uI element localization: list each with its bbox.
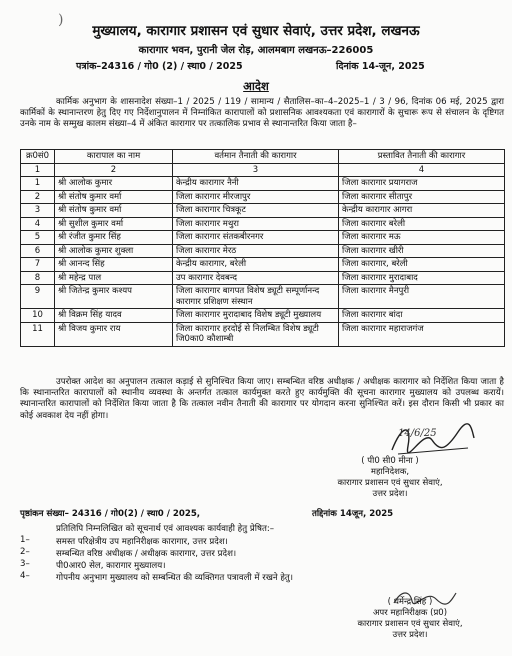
signatory-designation: महानिदेशक, [370,467,410,477]
table-row [21,244,505,258]
table-row [21,217,505,231]
cell-current: जिला कारागार हरदोई से निलम्बित विशेष ड्यूटी जि0का0 कौशाम्बी [173,322,339,346]
table-row [21,177,505,191]
cell-name: श्री विजय कुमार राय [55,322,173,346]
cell-name: श्री आलोक कुमार शुक्ला [55,244,173,258]
endorsement-ref: पृष्ठांकन संख्या– 24316 / गो0(2) / स्था0 / 2025, [20,509,201,519]
header-address: कारागार भवन, पुरानी जेल रोड़, आलमबाग लखनऊ–226005 [138,45,374,56]
col-number: 2 [55,163,173,177]
cell-proposed: जिला कारागार प्रयागराज [339,177,505,191]
header-proposed-posting: प्रस्तावित तैनाती की कारागार [339,150,505,164]
ref-date: दिनांक 14-जून, 2025 [336,61,425,72]
cell-proposed: केन्द्रीय कारागार आगरा [339,204,505,218]
endorsement-item-number: 4– [20,571,30,581]
header-serial: क्र0सं0 [21,150,55,164]
header-name: कारापाल का नाम [55,150,173,164]
header-title: मुख्यालय, कारागार प्रशासन एवं सुधार सेवाएं, उत्तर प्रदेश, लखनऊ [92,23,420,39]
cell-serial: 5 [21,231,55,245]
cell-proposed: जिला कारागार खीरी [339,244,505,258]
cell-serial: 11 [21,322,55,346]
endorsement-item-text: पी0आर0 सेल, कारागार मुख्यालय। [56,561,166,571]
order-title: आदेश [243,79,269,93]
cell-current: केन्द्रीय कारागार नैनी [173,177,339,191]
cell-current: उप कारागार देवबन्द [173,271,339,285]
signatory2-state: उत्तर प्रदेश। [392,630,428,640]
endorsement-intro: प्रतिलिपि निम्नलिखित को सूचनार्थ एवं आवश्यक कार्यवाही हेतु प्रेषित:– [56,524,275,534]
table-row [21,309,505,323]
cell-name: श्री जितेन्द्र कुमार कश्यप [55,285,173,309]
table-row [21,285,505,309]
cell-current: जिला कारागार मीरजापुर [173,190,339,204]
table-row [21,204,505,218]
cell-proposed: जिला कारागार बांदा [339,309,505,323]
cell-name: श्री आलोक कुमार [55,177,173,191]
endorsement-item-text: सम्बन्धित वरिष्ठ अधीक्षक / अधीक्षक कारागार, उत्तर प्रदेश। [56,549,237,559]
table-row [21,258,505,272]
signature-date-scribble: 14/6/25 [398,428,437,439]
table-row [21,322,505,346]
cell-name: श्री आनन्द सिंह [55,258,173,272]
cell-serial: 7 [21,258,55,272]
cell-current: जिला कारागार चित्रकूट [173,204,339,218]
cell-serial: 2 [21,190,55,204]
cell-proposed: जिला कारागार सीतापुर [339,190,505,204]
endorsement-date: तद्दिनांक 14जून, 2025 [312,509,394,519]
signatory-org: कारागार प्रशासन एवं सुधार सेवाएं, [337,478,443,488]
cell-current: जिला कारागार मुरादाबाद विशेष ड्यूटी मुख्यालय [173,309,339,323]
signatory2-designation: अपर महानिरीक्षक (प्र0) [372,608,448,618]
cell-serial: 8 [21,271,55,285]
cell-name: श्री संतोष कुमार वर्मा [55,204,173,218]
cell-current: केन्द्रीय कारागार, बरेली [173,258,339,272]
endorsement-item-text: समस्त परिक्षेत्रीय उप महानिरीक्षक कारागार, उत्तर प्रदेश। [56,537,228,547]
compliance-paragraph: उपरोक्त आदेश का अनुपालन तत्काल कड़ाई से सुनिश्चित किया जाए। सम्बन्धित वरिष्ठ अधीक्षक / अधीक्षक कारागार को निर्देशित किया जाता है कि स्थानान्तरित कारापालों को स्थानीय व्यवस्था के अन्तर्गत तत्काल कार्यमुक्त करते हुए कार्यमुक्ति की सूचना कारागार मुख्यालय को उपलब्ध करायें। स्थानान्तरित कारापालों को निर्देशित किया जाता है कि तत्काल नवीन तैनाती की कारागार पर योगदान करना सुनिश्चित करें। इस दौरान किसी भी प्रकार का कोई अवकाश देय नहीं होगा। [20,377,504,421]
table-header-row [21,150,505,164]
table-row [21,231,505,245]
cell-serial: 1 [21,177,55,191]
transfer-table [20,149,505,347]
col-number: 1 [21,163,55,177]
col-number: 4 [339,163,505,177]
endorsement-item-number: 3– [20,559,30,569]
table-row [21,271,505,285]
cell-current: जिला कारागार बागपत विशेष ड्यूटी सम्पूर्णानन्द कारागार प्रशिक्षण संस्थान [173,285,339,309]
cell-proposed: जिला कारागार बरेली [339,217,505,231]
signature-scribble-icon [388,420,478,458]
endorsement-item-number: 1– [20,535,30,545]
col-number: 3 [173,163,339,177]
signatory2-org: कारागार प्रशासन एवं सुधार सेवाएं, [357,619,463,629]
cell-serial: 10 [21,309,55,323]
table-column-number-row [21,163,505,177]
cell-name: श्री सुशील कुमार वर्मा [55,217,173,231]
cell-name: श्री महेन्द्र पाल [55,271,173,285]
scan-mark: ) [58,12,64,28]
intro-paragraph: कार्मिक अनुभाग के शासनादेश संख्या–1 / 2025 / 119 / सामान्य / सैतालिस–का–4–2025–1 / 3 / 96, दिनांक 06 मई, 2025 द्वारा कार्मिकों के स्थानान्तरण हेतु दिए गए निर्देशानुपालन में निम्नांकित कारापालों को प्रशासनिक आवश्यकता एवं कारागारों के सुचारू रूप से संचालन के दृष्टिगत उनके नाम के सम्मुख कालम संख्या–4 में अंकित कारागार पर तत्कालिक प्रभाव से स्थानान्तरित किया जाता है– [20,97,504,130]
ref-number: पत्रांक–24316 / गो0 (2) / स्था0 / 2025 [76,61,243,72]
endorsement-item-text: गोपनीय अनुभाग मुख्यालय को सम्बन्धित की व्यक्तिगत पत्रावली में रखने हेतु। [56,573,294,583]
cell-serial: 6 [21,244,55,258]
cell-serial: 3 [21,204,55,218]
cell-proposed: जिला कारागार मऊ [339,231,505,245]
endorsement-item-number: 2– [20,547,30,557]
header-current-posting: वर्तमान तैनाती की कारागार [173,150,339,164]
cell-current: जिला कारागार संतकबीरनगर [173,231,339,245]
cell-serial: 4 [21,217,55,231]
cell-name: श्री संतोष कुमार वर्मा [55,190,173,204]
cell-current: जिला कारागार मेरठ [173,244,339,258]
cell-current: जिला कारागार मथुरा [173,217,339,231]
signatory-name: ( पी0 सी0 मीना ) [361,456,419,466]
signatory2-name: ( धर्मेन्द्र सिंह ) [387,597,433,607]
cell-proposed: जिला कारागार महाराजगंज [339,322,505,346]
cell-name: श्री विक्रम सिंह यादव [55,309,173,323]
cell-serial: 9 [21,285,55,309]
cell-proposed: जिला कारागार मैनपुरी [339,285,505,309]
signatory-state: उत्तर प्रदेश। [372,489,408,499]
table-row [21,190,505,204]
cell-proposed: जिला कारागार मुरादाबाद [339,271,505,285]
cell-name: श्री रंजीत कुमार सिंह [55,231,173,245]
cell-proposed: जिला कारागार, बरेली [339,258,505,272]
